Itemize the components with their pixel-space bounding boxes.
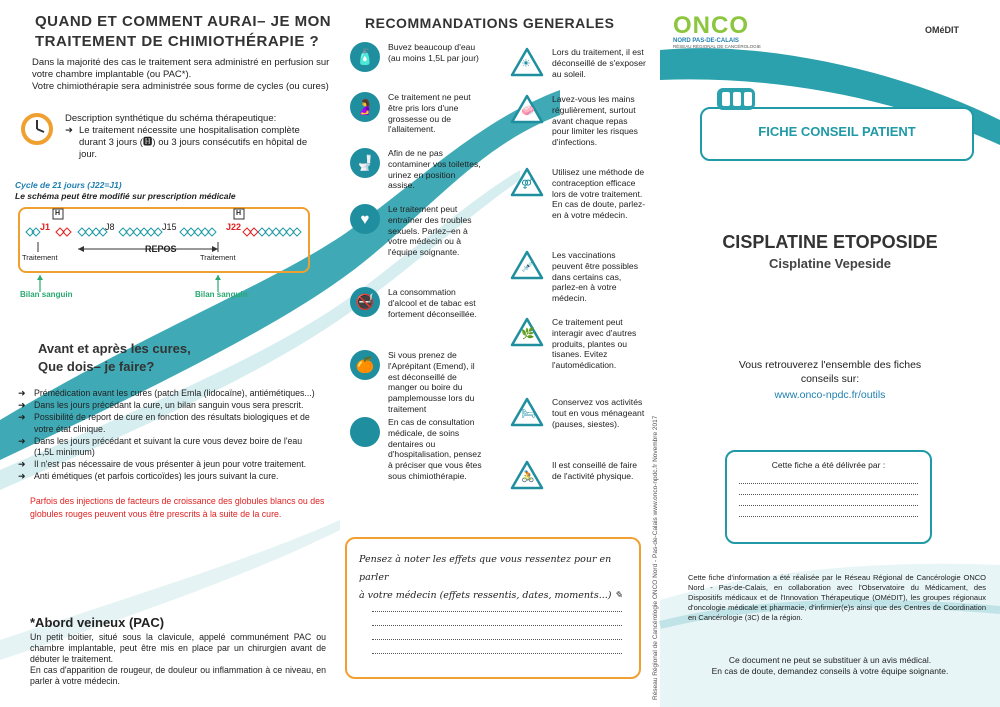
note-line[interactable] [372, 601, 622, 612]
rest-icon: 🛏 [510, 397, 544, 427]
water-bottle-icon: 🧴 [350, 42, 380, 72]
reco-text: Il est conseillé de faire de l'activité physique. [552, 460, 638, 481]
reco-item [350, 350, 483, 415]
list-item: ➜ Dans les jours précédant et suivant la cure vous devez boire de l'eau (1,5L minimum) [18, 436, 318, 458]
intro-line-2: Votre chimiothérapie sera administrée sous forme de cycles (ou cures) [32, 81, 329, 92]
toilet-icon: 🚽 [350, 148, 380, 178]
reco-text: Afin de ne pas contaminer vos toilettes, urinez en position assise. [388, 148, 481, 191]
growth-factor-note: Parfois des injections de facteurs de croissance des globules blancs ou des globules rouges peuvent vous être prescrits à la suite de la cure. [30, 496, 325, 519]
cycle-header [15, 180, 315, 202]
reco-text: La consommation d'alcool et de tabac est fortement déconseillée. [388, 287, 477, 319]
list-item: ➜ Dans les jours précédant la cure, un bilan sanguin vous sera prescrit. [18, 400, 318, 411]
day-j1: J1 [40, 222, 51, 232]
retrouvez-text [665, 358, 995, 402]
avant-apres-title [38, 340, 191, 376]
vertical-credit: Réseau Régional de Cancérologie ONCO Nord - Pas-de-Calais www.onco-npdc.fr Novembre 2017 [652, 415, 659, 700]
schema-description [65, 113, 320, 161]
disclaimer [665, 655, 995, 677]
pac-text [30, 632, 326, 687]
onco-logo-sub2: RÉSEAU RÉGIONAL DE CANCÉROLOGIE [673, 44, 761, 49]
disclaimer-line-2: En cas de doute, demandez conseils à votre équipe soignante. [711, 666, 949, 676]
onco-logo-text: ONCO [673, 12, 749, 39]
list-item: ➜ Anti émétiques (et parfois corticoïdes) les jours suivant la cure. [18, 471, 318, 482]
syringe-icon: 💉 [510, 250, 544, 280]
schema-bullet [65, 125, 320, 161]
delivree-box [725, 450, 932, 544]
hand-wash-icon: 🧼 [510, 94, 544, 124]
pencil-icon: ✎ [614, 590, 623, 601]
delivree-line[interactable] [739, 484, 918, 495]
delivree-lines[interactable] [727, 473, 930, 517]
heart-icon: ♥ [350, 204, 380, 234]
pac-text-2: En cas d'apparition de rougeur, de douleur ou inflammation à ce niveau, en parler à votre médecin. [30, 665, 326, 686]
pill-box-icon [715, 80, 759, 114]
intro-text [32, 57, 332, 93]
notes-box [345, 537, 641, 679]
reco-text: Les vaccinations peuvent être possibles dans certains cas, parlez-en à votre médecin. [552, 250, 638, 304]
bilan-sanguin-label: Bilan sanguin [195, 290, 248, 299]
delivree-line[interactable] [739, 506, 918, 517]
notes-lines[interactable] [372, 601, 622, 657]
pac-title: *Abord veineux (PAC) [30, 615, 165, 630]
schema-label: Description synthétique du schéma thérapeutique: [65, 113, 277, 124]
disclaimer-line-1: Ce document ne peut se substituer à un avis médical. [728, 655, 932, 665]
reco-item [510, 250, 647, 304]
reco-text: Lors du traitement, il est déconseillé de s'exposer au soleil. [552, 47, 646, 79]
hospital-h-icon: H [55, 210, 61, 217]
reco-text: Si vous prenez de l'Aprépitant (Emend), il est déconseillé de manger ou boire du pamplemousse lors du traitement [388, 350, 475, 414]
reco-item [350, 42, 483, 72]
reco-text: Le traitement peut entraîner des troubles sexuels. Parlez–en à votre médecin ou à l'équipe soignante. [388, 204, 472, 258]
omedit-logo: OMéDIT [925, 25, 960, 35]
fiche-conseil-box [700, 107, 974, 161]
avant-title-line-2: Que dois– je faire? [38, 359, 155, 374]
reco-item [510, 317, 647, 371]
no-alcohol-icon: 🚭 [350, 287, 380, 317]
reco-item [350, 204, 483, 258]
schema-text: Le traitement nécessite une hospitalisation complète durant 3 jours (🅷) ou 3 jours consécutifs en hôpital de jour. [79, 125, 308, 160]
list-item: ➜ Il n'est pas nécessaire de vous présenter à jeun pour votre traitement. [18, 459, 318, 470]
delivree-line[interactable] [739, 495, 918, 506]
reco-text: Ce traitement peut interagir avec d'autres produits, plantes ou tisanes. Evitez l'automédication. [552, 317, 637, 371]
section-title-when-how [35, 12, 335, 52]
day-j22: J22 [226, 222, 242, 232]
notes-line-2: à votre médecin (effets ressentis, dates, moments...) [359, 590, 612, 601]
note-line[interactable] [372, 643, 622, 654]
drug-title: CISPLATINE ETOPOSIDE [722, 232, 938, 252]
note-line[interactable] [372, 629, 622, 640]
reco-text: Ce traitement ne peut être pris lors d'une grossesse ou de l'allaitement. [388, 92, 471, 135]
delivree-label: Cette fiche a été délivrée par : [771, 460, 886, 470]
reco-item [510, 47, 647, 79]
pac-text-1: Un petit boitier, situé sous la clavicule, appelé communément PAC ou chambre implantable, peut être mis en place par un chirurgien avant de débuter le traitement. [30, 632, 326, 664]
reco-item [350, 287, 483, 319]
bilan-sanguin-label: Bilan sanguin [20, 290, 73, 299]
reco-item [350, 148, 483, 191]
drug-subtitle: Cisplatine Vepeside [768, 256, 892, 271]
traitement-label: Traitement [22, 253, 58, 262]
delivree-line[interactable] [739, 473, 918, 484]
reco-text: Conservez vos activités tout en vous ménageant (pauses, siestes). [552, 397, 645, 429]
arrow-icon: ➜ [65, 125, 73, 136]
fiche-conseil-title: FICHE CONSEIL PATIENT [758, 124, 916, 139]
onco-logo [673, 14, 761, 49]
reco-text: En cas de consultation médicale, de soins dentaires ou d'hospitalisation, pensez à préciser que vous êtes sous chimiothérapie. [388, 417, 482, 481]
reco-item [350, 417, 483, 482]
intro-line-1: Dans la majorité des cas le traitement sera administré en perfusion sur votre chambre implantable (ou PAC*). [32, 57, 330, 80]
note-line[interactable] [372, 615, 622, 626]
avant-apres-list [18, 388, 318, 484]
onco-logo-sub: NORD PAS-DE-CALAIS [673, 38, 739, 44]
reco-text: Utilisez une méthode de contraception efficace lors de votre traitement. En cas de doute, parlez-en à votre médecin. [552, 167, 646, 221]
retrouvez-line-2: conseils sur: [800, 373, 860, 385]
repos-label: REPOS [145, 244, 177, 254]
list-item: ➜ Possibilité de report de cure en fonction des résultats biologiques et de votre état clinique. [18, 412, 318, 434]
onco-url-link[interactable]: www.onco-npdc.fr/outils [774, 389, 886, 401]
title-line-1: QUAND ET COMMENT AURAI– JE MON [35, 13, 332, 30]
bike-icon: 🚴 [510, 460, 544, 490]
avant-title-line-1: Avant et après les cures, [38, 341, 191, 356]
traitement-label: Traitement [200, 253, 236, 262]
reco-item [510, 397, 647, 429]
reco-item [510, 460, 647, 490]
title-line-2: TRAITEMENT DE CHIMIOTHÉRAPIE ? [35, 33, 320, 50]
reco-text: Buvez beaucoup d'eau (au moins 1,5L par jour) [388, 42, 479, 63]
cycle-note: Le schéma peut être modifié sur prescription médicale [15, 191, 236, 201]
pregnancy-icon: 🤰 [350, 92, 380, 122]
reco-title: RECOMMANDATIONS GENERALES [365, 15, 615, 31]
reco-item [510, 167, 647, 221]
reco-item [510, 94, 647, 148]
drug-heading [665, 232, 995, 271]
plant-warning-icon: 🌿 [510, 317, 544, 347]
hospital-h-icon: H [236, 210, 242, 217]
sun-warning-icon: ☀ [510, 47, 544, 77]
credits-text: Cette fiche d'information a été réalisée par le Réseau Régional de Cancérologie ONCO Nord - Pas-de-Calais, en collaboration avec l'Observatoire du Médicament, des Dispositifs médicaux et de l'Innovation Thérapeutique (OMéDIT), les groupes régionaux d'oncologie médicale et pharmacie, d'infirmier(e)s ainsi que des Centres de Coordination en Cancérologie (3C) de la région. [688, 573, 986, 622]
grapefruit-icon: 🍊 [350, 350, 380, 380]
dental-icon [350, 417, 380, 447]
reco-text: Lavez-vous les mains régulièrement, surtout avant chaque repas pour limiter les risques d'infections. [552, 94, 638, 148]
list-item: ➜ Prémédication avant les cures (patch Emla (lidocaïne), antiémétiques...) [18, 388, 318, 399]
retrouvez-line-1: Vous retrouverez l'ensemble des fiches [738, 359, 922, 371]
notes-line-1: Pensez à noter les effets que vous ressentez pour en parler [359, 554, 612, 583]
day-j8: J8 [105, 222, 115, 232]
day-j15: J15 [162, 222, 177, 232]
contraception-icon: ⚤ [510, 167, 544, 197]
reco-item [350, 92, 483, 135]
notes-instruction [359, 551, 639, 605]
clock-icon [20, 112, 54, 146]
cycle-title: Cycle de 21 jours (J22=J1) [15, 180, 122, 190]
